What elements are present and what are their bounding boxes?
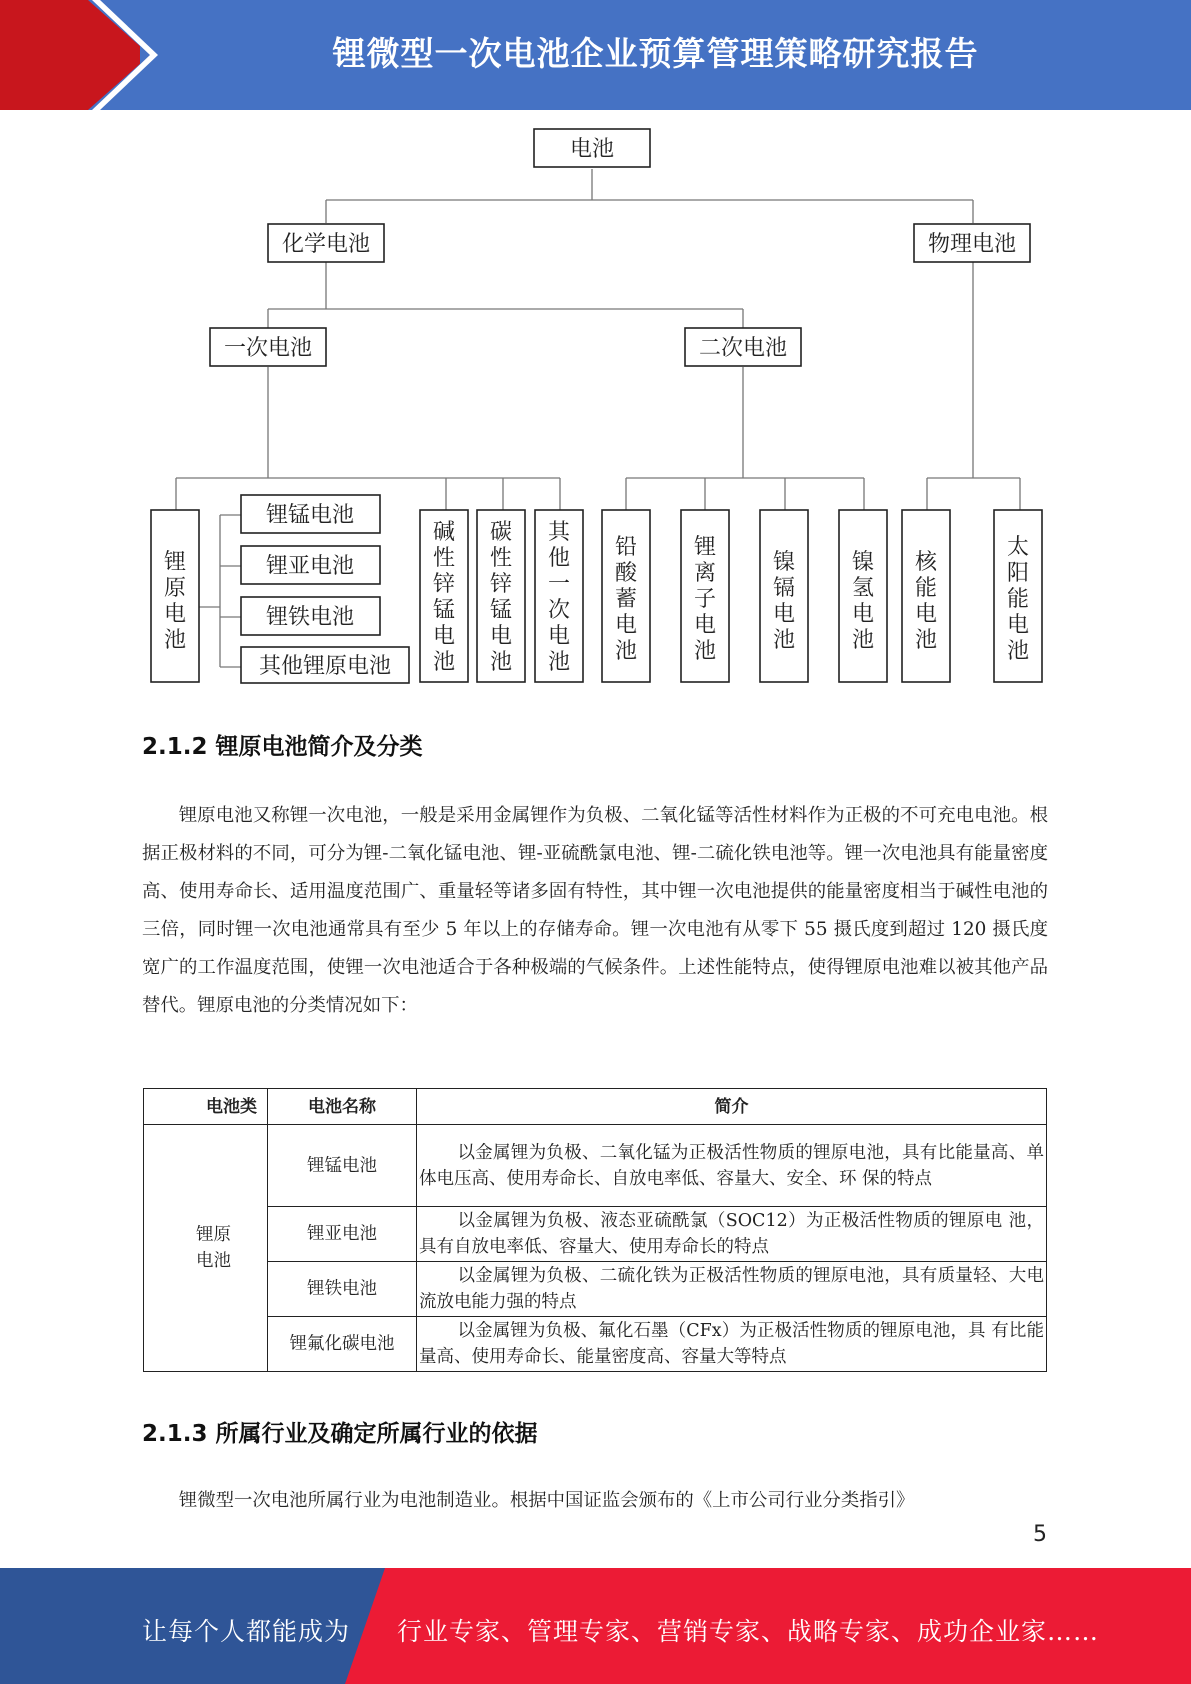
node-chemical-label: 化学电池 — [281, 232, 371, 257]
node-nimh-label: 镍氢电池 — [851, 550, 875, 653]
node-root — [534, 129, 650, 167]
node-lithium-primary — [151, 510, 199, 682]
table-group-cell: 锂原电池 — [144, 1125, 268, 1372]
page-header — [0, 0, 1191, 110]
node-primary — [210, 328, 326, 366]
table-cell-name: 锂铁电池 — [268, 1262, 417, 1317]
table-header-name: 电池名称 — [268, 1089, 417, 1125]
node-lithium-iron-label: 锂铁电池 — [265, 605, 355, 630]
table-cell-desc: 以金属锂为负极、二硫化铁为正极活性物质的锂原电池，具有质量轻、大电流放电能力强的特点 — [417, 1262, 1047, 1317]
node-lithium-thionyl — [241, 546, 380, 584]
header-red-arrow — [0, 0, 140, 110]
node-lithium-manganese — [241, 495, 380, 533]
node-root-label: 电池 — [569, 137, 615, 162]
node-nicd — [760, 510, 808, 682]
section-heading-2-1-3: 2.1.3 所属行业及确定所属行业的依据 — [142, 1421, 538, 1447]
table-row — [144, 1317, 1047, 1372]
section-heading-2-1-2: 2.1.2 锂原电池简介及分类 — [142, 734, 423, 760]
node-other-lithium — [241, 647, 409, 683]
report-title: 锂微型一次电池企业预算管理策略研究报告 — [332, 34, 979, 73]
node-solar-label: 太阳能电池 — [1006, 535, 1030, 664]
node-secondary-label: 二次电池 — [698, 336, 788, 361]
table-cell-name: 锂氟化碳电池 — [268, 1317, 417, 1372]
node-carbon-label: 碳性锌锰电池 — [489, 520, 513, 675]
node-lithium-primary-label: 锂原电池 — [163, 550, 187, 653]
node-alkaline-label: 碱性锌锰电池 — [432, 520, 456, 675]
lithium-battery-table — [143, 1088, 1047, 1372]
table-cell-desc: 以金属锂为负极、液态亚硫酰氯（SOC12）为正极活性物质的锂原电 池，具有自放电率低、容量大、使用寿命长的特点 — [417, 1207, 1047, 1262]
node-nicd-label: 镍镉电池 — [772, 550, 796, 653]
node-carbon — [477, 510, 525, 682]
node-lithium-iron — [241, 597, 380, 635]
node-physical-label: 物理电池 — [927, 232, 1017, 257]
node-other-primary-label: 其他一次电池 — [547, 520, 571, 675]
node-nuclear — [902, 510, 950, 682]
node-nimh — [839, 510, 887, 682]
node-secondary — [685, 328, 801, 366]
node-chemical — [268, 224, 384, 262]
footer-slogan-right: 行业专家、管理专家、营销专家、战略专家、成功企业家…… — [397, 1617, 1100, 1646]
node-li-ion — [681, 510, 729, 682]
node-other-primary — [535, 510, 583, 682]
node-primary-label: 一次电池 — [223, 336, 313, 361]
node-lithium-thionyl-label: 锂亚电池 — [265, 554, 355, 579]
table-cell-name: 锂亚电池 — [268, 1207, 417, 1262]
table-row — [144, 1125, 1047, 1207]
table-header-intro: 简介 — [417, 1089, 1047, 1125]
node-solar — [994, 510, 1042, 682]
node-li-ion-label: 锂离子电池 — [693, 535, 717, 664]
section-paragraph-2-1-2: 锂原电池又称锂一次电池，一般是采用金属锂作为负极、二氧化锰等活性材料作为正极的不可充电电池。根据正极材料的不同，可分为锂-二氧化锰电池、锂-亚硫酰氯电池、锂-二硫化铁电池等。锂一次电池具有能量密度高、使用寿命长、适用温度范围广、重量轻等诸多固有特性，其中锂一次电池提供的能量密度相当于碱性电池的三倍，同时锂一次电池通常具有至少 5 年以上的存储寿命。锂一次电池有从零下 55 摄氏度到超过 120 摄氏度宽广的工作温度范围，使锂一次电池适合于各种极端的气候条件。上述性能特点，使得锂原电池难以被其他产品替代。锂原电池的分类情况如下： — [142, 805, 1048, 1016]
section-paragraph-2-1-3: 锂微型一次电池所属行业为电池制造业。根据中国证监会颁布的《上市公司行业分类指引》 — [178, 1490, 915, 1511]
node-lithium-manganese-label: 锂锰电池 — [265, 503, 355, 528]
node-physical — [914, 224, 1030, 262]
node-other-lithium-label: 其他锂原电池 — [258, 654, 392, 679]
table-row — [144, 1207, 1047, 1262]
node-nuclear-label: 核能电池 — [914, 550, 938, 653]
table-cell-desc: 以金属锂为负极、二氧化锰为正极活性物质的锂原电池，具有比能量高、单体电压高、使用寿命长、自放电率低、容量大、安全、环 保的特点 — [417, 1125, 1047, 1207]
page-footer — [0, 1568, 1191, 1684]
node-lead-acid-label: 铅酸蓄电池 — [614, 535, 638, 664]
table-cell-desc: 以金属锂为负极、氟化石墨（CFx）为正极活性物质的锂原电池，具 有比能量高、使用寿命长、能量密度高、容量大等特点 — [417, 1317, 1047, 1372]
footer-slogan-left: 让每个人都能成为 — [142, 1617, 351, 1646]
table-row — [144, 1262, 1047, 1317]
table-cell-name: 锂锰电池 — [268, 1125, 417, 1207]
battery-classification-diagram — [0, 115, 1191, 695]
page-number: 5 — [1033, 1522, 1047, 1547]
node-lead-acid — [602, 510, 650, 682]
table-header-row — [144, 1089, 1047, 1125]
table-header-category: 电池类 — [144, 1089, 268, 1125]
node-alkaline — [420, 510, 468, 682]
